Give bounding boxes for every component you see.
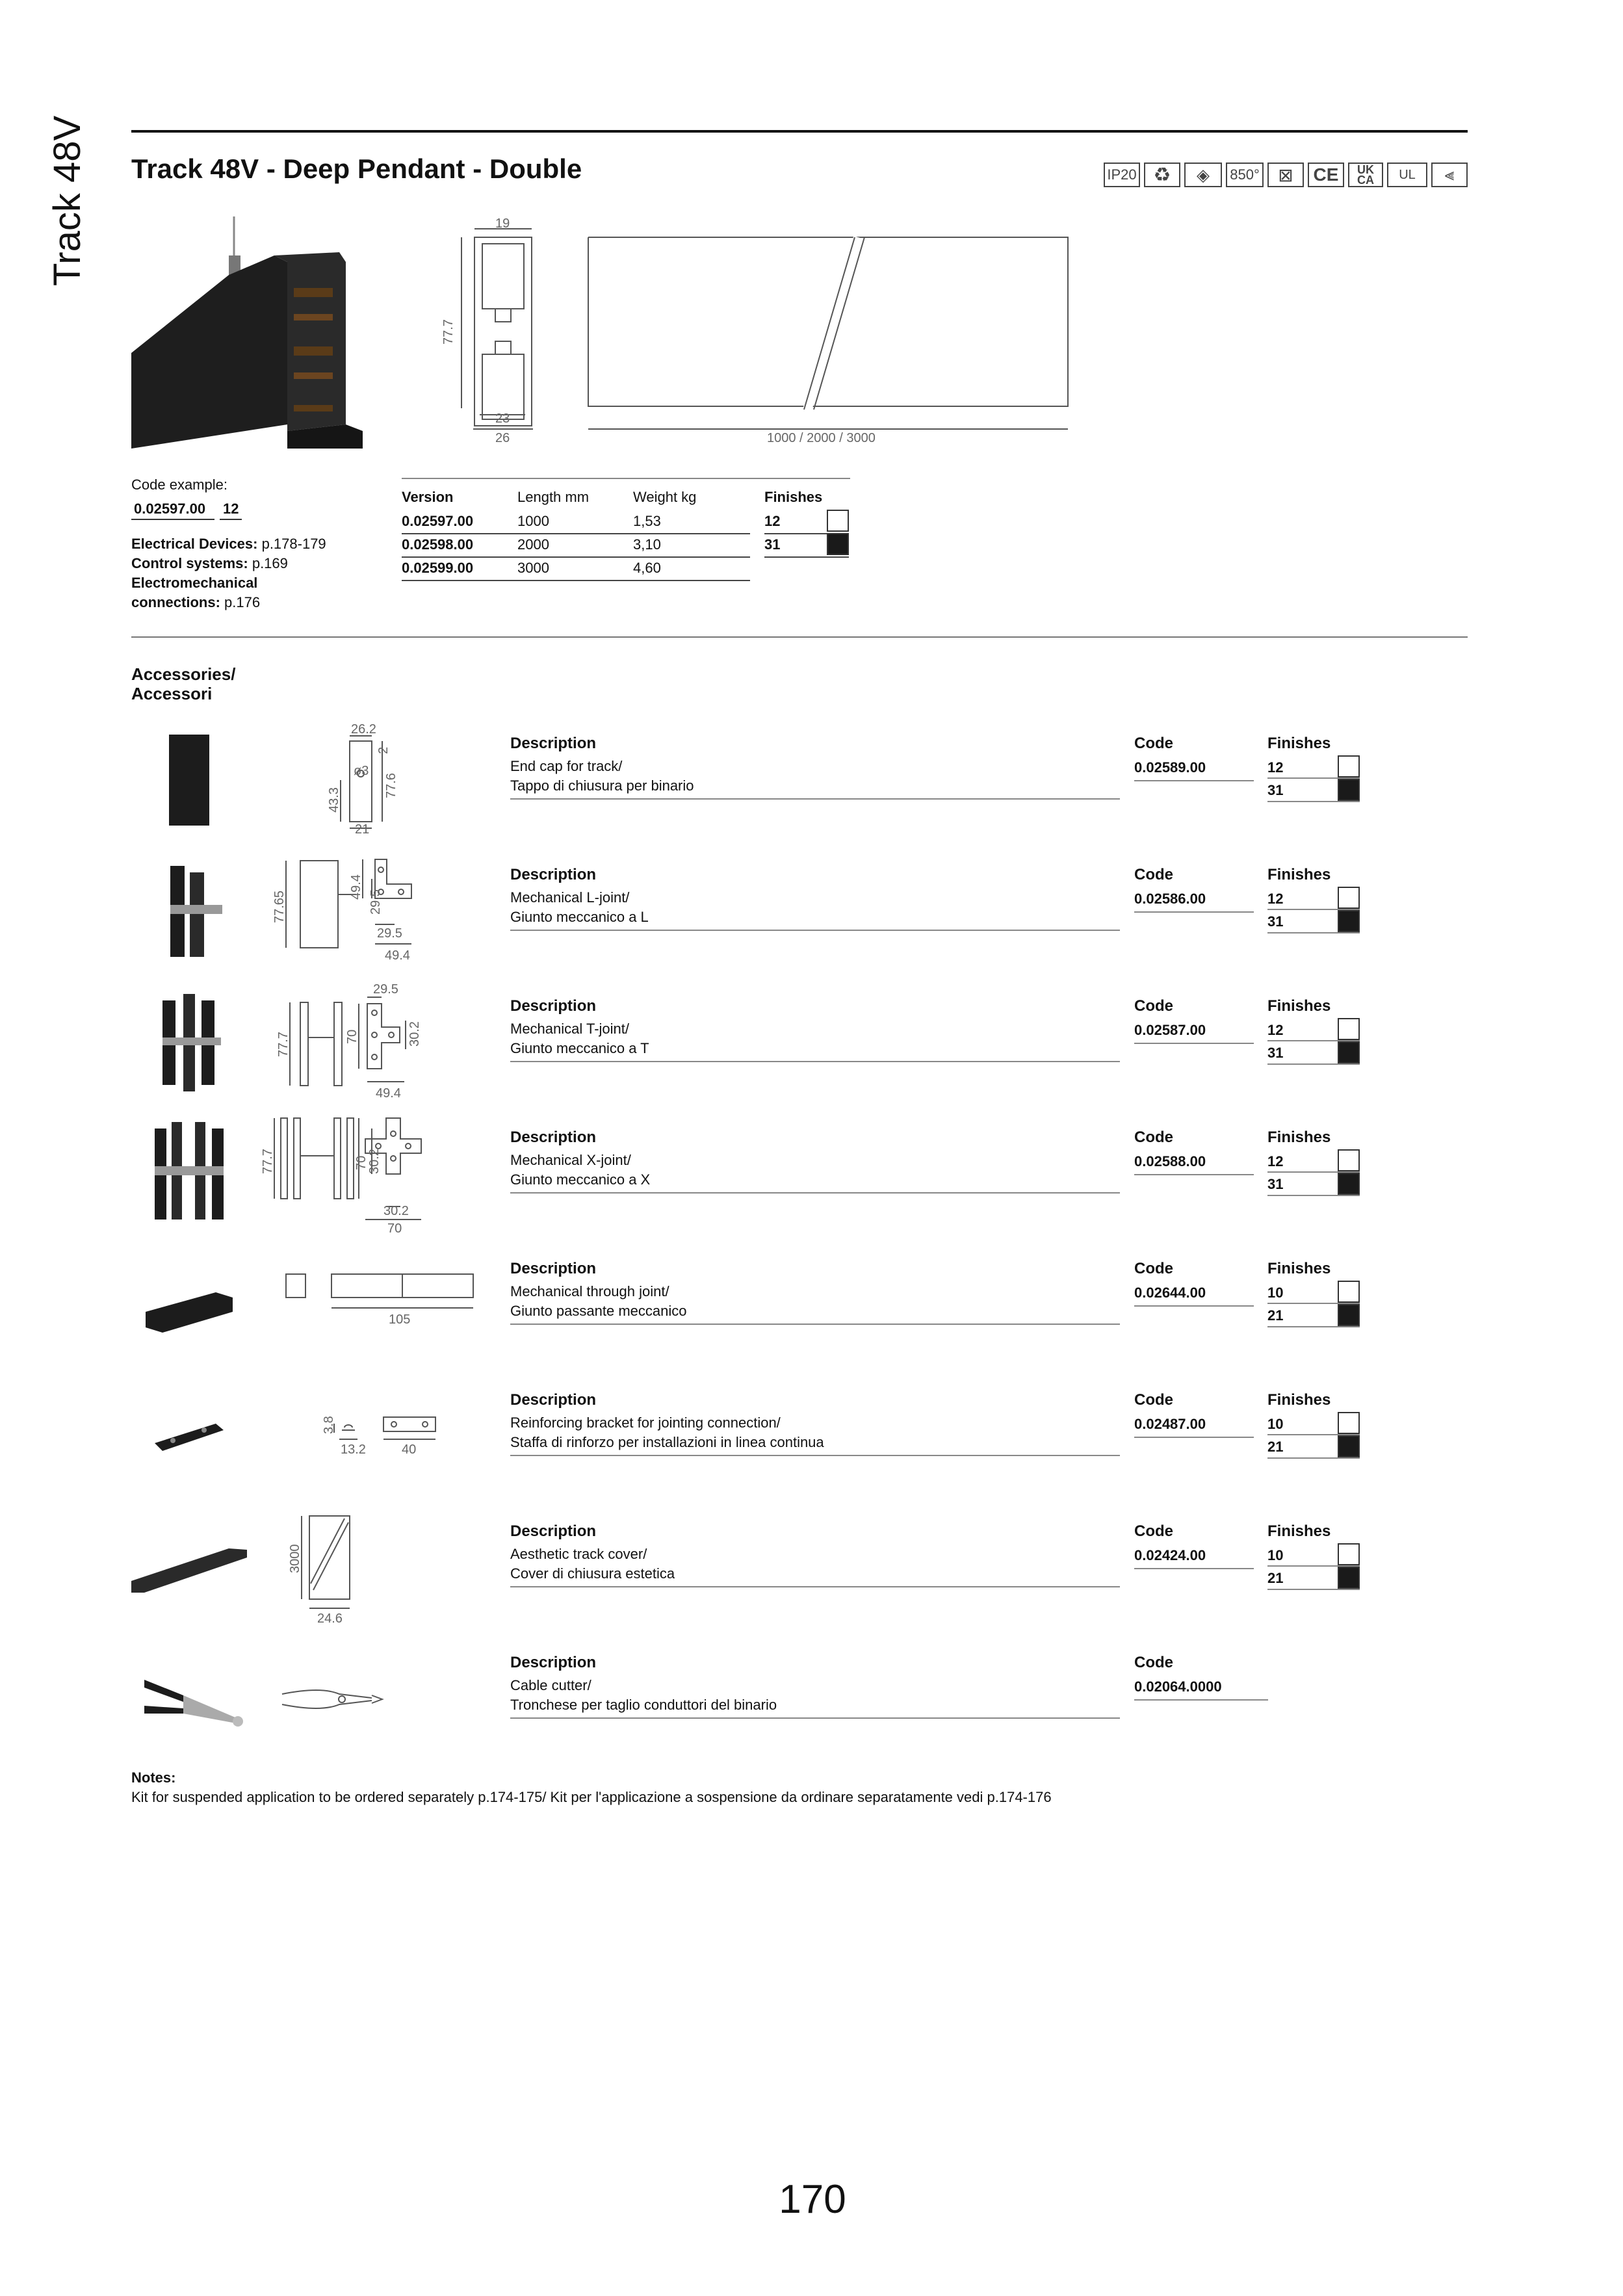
accessory-x-joint [131, 1115, 1468, 1236]
accessory-code: 0.02064.0000 [1134, 1678, 1222, 1695]
description-rule [510, 1717, 1120, 1719]
description-header: Description [510, 1128, 597, 1146]
accessory-l-joint [131, 853, 1468, 970]
notes-label: Notes: [131, 1769, 176, 1786]
dim-x-77: 77.7 [261, 1149, 275, 1174]
finish-rule [1267, 801, 1360, 802]
description-text: Aesthetic track cover/ Cover di chiusura estetica [510, 1546, 675, 1582]
dim-x-70-vertical: 70 [354, 1155, 369, 1170]
code-header: Code [1134, 997, 1173, 1015]
description-rule [510, 1192, 1120, 1194]
description-text: Mechanical L-joint/ Giunto meccanico a L [510, 889, 649, 925]
finishes-header: Finishes [1267, 866, 1331, 883]
dim-bracket-13: 13.2 [341, 1442, 366, 1457]
code-rule [1134, 1437, 1254, 1438]
finish-code: 31 [1267, 782, 1284, 798]
accessory-code: 0.02586.00 [1134, 891, 1206, 907]
versions-header-version: Version [402, 489, 454, 505]
finish-swatch-white [827, 510, 849, 532]
ip20-badge: IP20 [1104, 163, 1140, 187]
dim-t-29: 29.5 [373, 982, 398, 997]
track-section-drawing [435, 215, 1085, 449]
code-rule [1134, 1174, 1254, 1175]
accessory-track-cover [131, 1509, 1468, 1626]
side-section-label: Track 48V [46, 115, 88, 286]
finish-swatch-black [1338, 1041, 1360, 1063]
finish-code: 31 [1267, 1176, 1284, 1192]
finish-rule [1267, 1457, 1360, 1459]
description-text: Reinforcing bracket for jointing connection/ Staffa di rinforzo per installazioni in linea continua [510, 1415, 824, 1450]
version-weight-1: 1,53 [633, 513, 661, 529]
finishes-header: Finishes [1267, 735, 1331, 752]
code-header: Code [1134, 735, 1173, 752]
description-text: End cap for track/ Tappo di chiusura per binario [510, 758, 694, 794]
code-header: Code [1134, 1260, 1173, 1277]
finish-code: 31 [1267, 1045, 1284, 1061]
dim-end-cap-2: 2 [376, 746, 391, 754]
finish-swatch-white [1338, 1412, 1360, 1434]
version-code-1: 0.02597.00 [402, 513, 474, 529]
850-degree-badge: 850° [1226, 163, 1264, 187]
dim-cover-3000: 3000 [288, 1544, 302, 1573]
description-text: Mechanical X-joint/ Giunto meccanico a X [510, 1152, 651, 1188]
finishes-header: Finishes [1267, 1391, 1331, 1409]
versions-top-rule [402, 478, 850, 479]
dim-l-77: 77.65 [272, 890, 287, 923]
accessory-end-cap [131, 722, 1468, 839]
ce-icon: CE [1308, 163, 1344, 187]
finish-swatch-black [1338, 779, 1360, 801]
versions-header-length: Length mm [517, 489, 590, 505]
accessory-code: 0.02644.00 [1134, 1285, 1206, 1301]
finishes-header: Finishes [1267, 1522, 1331, 1540]
code-header: Code [1134, 1654, 1173, 1671]
version-rule-2 [402, 556, 750, 558]
ref-electromechanical: Electromechanical [131, 575, 258, 591]
accessory-code: 0.02487.00 [1134, 1416, 1206, 1432]
finish-swatch-white [1338, 1543, 1360, 1565]
finish-swatch-black [1338, 910, 1360, 932]
dim-t-70: 70 [345, 1029, 359, 1044]
section-divider [131, 636, 1468, 638]
accessory-code: 0.02589.00 [1134, 759, 1206, 776]
version-weight-2: 3,10 [633, 536, 661, 553]
version-weight-3: 4,60 [633, 560, 661, 576]
end-cap-photo [131, 722, 247, 837]
top-rule [131, 130, 1468, 133]
description-rule [510, 1061, 1120, 1062]
description-header: Description [510, 1260, 597, 1277]
dim-end-cap-43: 43.3 [327, 787, 341, 813]
dim-x-30: 30.2 [383, 1204, 409, 1218]
accessory-t-joint [131, 984, 1468, 1101]
no-trash-icon: ⊠ [1267, 163, 1304, 187]
description-header: Description [510, 1654, 597, 1671]
dim-end-cap-77: 77.6 [384, 773, 398, 798]
finish-code: 12 [1267, 891, 1284, 907]
version-code-3: 0.02599.00 [402, 560, 474, 576]
finish-code: 21 [1267, 1570, 1284, 1586]
description-header: Description [510, 866, 597, 883]
finishes-header: Finishes [1267, 1260, 1331, 1277]
code-underline [131, 519, 214, 520]
description-rule [510, 1455, 1120, 1456]
dim-through-105: 105 [389, 1312, 411, 1327]
dim-height: 77.7 [441, 319, 456, 345]
description-rule [510, 1586, 1120, 1587]
track-cover-photo [131, 1509, 247, 1625]
notes [131, 1768, 1052, 1807]
finish-code: 21 [1267, 1439, 1284, 1455]
accessories-heading-en: Accessories/ [131, 664, 236, 684]
finish-rule [1267, 1195, 1360, 1196]
description-rule [510, 930, 1120, 931]
finish-code: 12 [1267, 759, 1284, 776]
finish-swatch-black [827, 533, 849, 555]
t-joint-photo [131, 984, 247, 1100]
dim-end-cap-21: 21 [355, 822, 370, 837]
ukca-icon: UK CA [1348, 163, 1383, 187]
dim-top: 19 [495, 216, 510, 231]
finish-swatch-white [1338, 1281, 1360, 1303]
accessory-reinforcing-bracket [131, 1378, 1468, 1495]
finish-code: 31 [1267, 913, 1284, 930]
finish-swatch-white [1338, 1149, 1360, 1171]
driver-icon: ◈ [1184, 163, 1222, 187]
accessory-through-joint [131, 1247, 1468, 1364]
code-header: Code [1134, 1522, 1173, 1540]
page-title: Track 48V - Deep Pendant - Double [131, 153, 582, 184]
finish-swatch-black [1338, 1173, 1360, 1195]
description-rule [510, 1324, 1120, 1325]
finish-code: 12 [1267, 1022, 1284, 1038]
dim-x-30-vertical: 30.2 [367, 1149, 382, 1174]
dim-t-30: 30.2 [408, 1021, 422, 1047]
description-header: Description [510, 997, 597, 1015]
version-rule-1 [402, 533, 750, 534]
dim-bracket-3-8: 3.8 [322, 1416, 336, 1434]
description-text: Cable cutter/ Tronchese per taglio conduttori del binario [510, 1677, 777, 1713]
dim-l-49: 49.4 [385, 948, 410, 963]
accessories-heading [131, 664, 235, 703]
page-number: 170 [779, 2177, 846, 2222]
dim-t-49: 49.4 [376, 1086, 401, 1101]
code-rule [1134, 1043, 1254, 1044]
version-length-3: 3000 [517, 560, 549, 576]
finish-underline [220, 519, 242, 520]
finish-rule [1267, 1063, 1360, 1065]
version-finish-code-2: 31 [764, 536, 781, 553]
version-length-2: 2000 [517, 536, 549, 553]
description-header: Description [510, 1391, 597, 1409]
ul-icon: UL [1387, 163, 1427, 187]
finishes-header: Finishes [1267, 1128, 1331, 1146]
accessory-code: 0.02588.00 [1134, 1153, 1206, 1169]
finish-swatch-white [1338, 1018, 1360, 1040]
code-example-code: 0.02597.00 [134, 501, 206, 517]
version-code-2: 0.02598.00 [402, 536, 474, 553]
description-text: Mechanical through joint/ Giunto passante meccanico [510, 1283, 687, 1319]
description-header: Description [510, 735, 597, 752]
finish-code: 10 [1267, 1285, 1284, 1301]
notes-text: Kit for suspended application to be ordered separately p.174-175/ Kit per l'applicazione a sospensione da ordinare separatamente vedi p.174-176 [131, 1789, 1052, 1805]
finish-code: 10 [1267, 1416, 1284, 1432]
finish-swatch-black [1338, 1567, 1360, 1589]
finish-swatch-black [1338, 1435, 1360, 1457]
versions-header-weight: Weight kg [633, 489, 697, 505]
version-finish-code-1: 12 [764, 513, 781, 529]
finish-code: 12 [1267, 1153, 1284, 1169]
cable-cutter-photo [131, 1641, 247, 1756]
code-rule [1134, 1699, 1268, 1701]
emc-icon: ⫷ [1431, 163, 1468, 187]
version-length-1: 1000 [517, 513, 549, 529]
finish-code: 21 [1267, 1307, 1284, 1324]
code-example-label: Code example: [131, 476, 227, 493]
dim-bottom-inner: 23 [495, 411, 510, 426]
finish-swatch-black [1338, 1304, 1360, 1326]
description-header: Description [510, 1522, 597, 1540]
dim-end-cap-width: 26.2 [351, 722, 376, 737]
through-joint-photo [131, 1247, 247, 1363]
code-rule [1134, 1305, 1254, 1307]
dim-t-77: 77.7 [276, 1032, 291, 1057]
dim-length: 1000 / 2000 / 3000 [767, 431, 876, 445]
bracket-photo [131, 1378, 247, 1494]
dim-l-29: 29.5 [377, 926, 402, 941]
code-rule [1134, 780, 1254, 781]
code-header: Code [1134, 1128, 1173, 1146]
ref-control: Control systems: p.169 [131, 555, 288, 571]
dim-end-cap-hole: ø3 [354, 764, 369, 778]
code-rule [1134, 911, 1254, 913]
description-rule [510, 798, 1120, 800]
accessories-heading-it: Accessori [131, 684, 213, 703]
versions-header-finishes: Finishes [764, 489, 823, 505]
recycle-icon: ♻ [1144, 163, 1180, 187]
dim-l-49-vertical: 49.4 [349, 874, 363, 900]
accessory-code: 0.02424.00 [1134, 1547, 1206, 1563]
finish-swatch-white [1338, 755, 1360, 777]
version-rule-3 [402, 580, 750, 581]
dim-cover-24: 24.6 [317, 1611, 343, 1626]
dim-x-70: 70 [387, 1221, 402, 1236]
description-text: Mechanical T-joint/ Giunto meccanico a T [510, 1021, 649, 1056]
finish-swatch-white [1338, 887, 1360, 909]
code-rule [1134, 1568, 1254, 1569]
dim-bottom-outer: 26 [495, 431, 510, 445]
code-header: Code [1134, 1391, 1173, 1409]
code-example-finish: 12 [223, 501, 239, 517]
references [131, 534, 326, 612]
finish-rule [1267, 932, 1360, 933]
finish-rule [1267, 1589, 1360, 1590]
code-header: Code [1134, 866, 1173, 883]
accessory-cable-cutter [131, 1641, 1468, 1758]
dim-bracket-40: 40 [402, 1442, 417, 1457]
finish-rule [1267, 1326, 1360, 1327]
product-photo [131, 216, 363, 449]
x-joint-photo [131, 1115, 247, 1231]
finishes-header: Finishes [1267, 997, 1331, 1015]
dim-l-29-vertical: 29.5 [369, 889, 383, 915]
ref-electrical: Electrical Devices: p.178-179 [131, 536, 326, 552]
finish-code: 10 [1267, 1547, 1284, 1563]
ref-connections: connections: p.176 [131, 594, 261, 610]
accessory-code: 0.02587.00 [1134, 1022, 1206, 1038]
finish-rule-2 [764, 556, 849, 558]
l-joint-photo [131, 853, 247, 969]
